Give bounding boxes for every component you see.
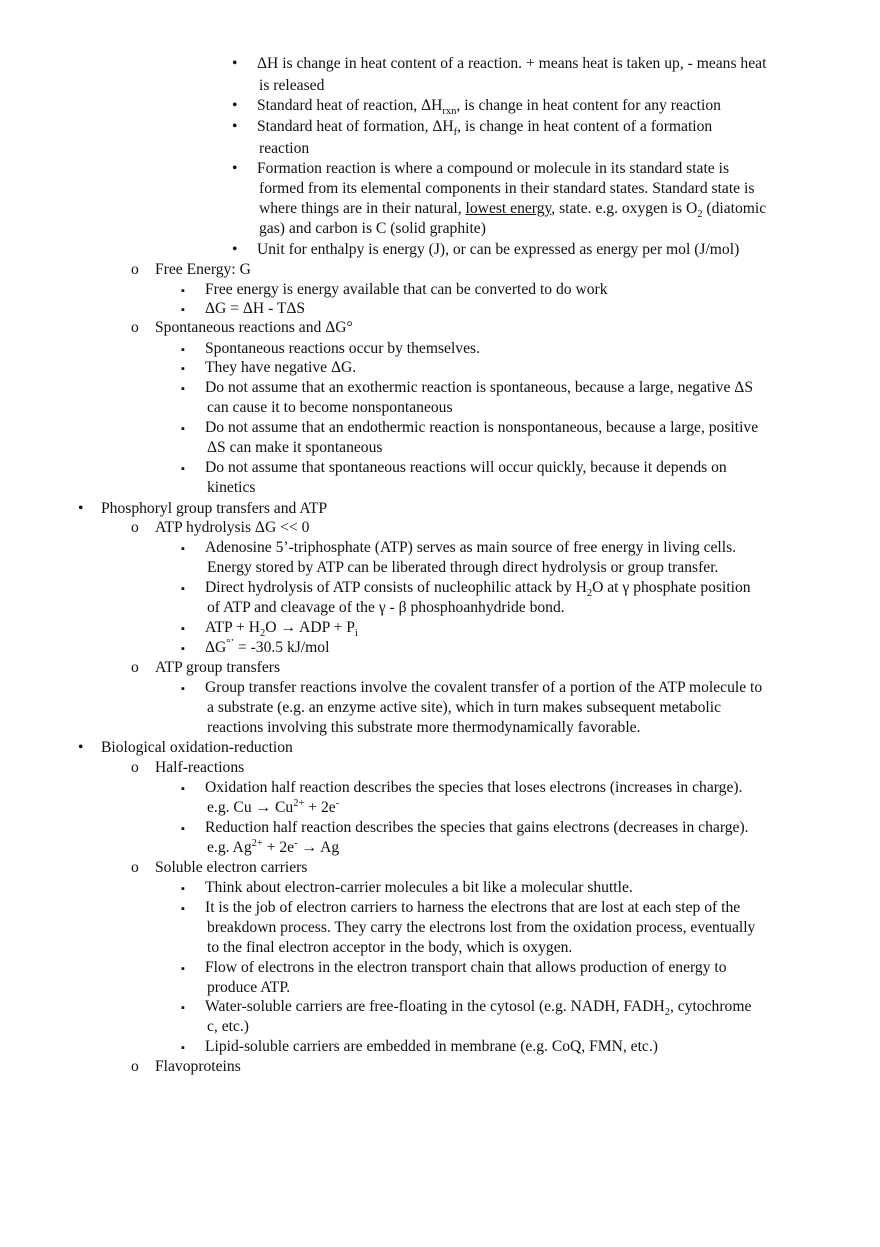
text-line: ΔG°’ = -30.5 kJ/mol bbox=[205, 637, 330, 656]
text-line: e.g. $Ag^{2+} + 2e^- \to Ag$ bbox=[207, 837, 340, 856]
bullet-square: ▪ bbox=[181, 383, 185, 395]
text-line: Do not assume that an endothermic reaction is nonspontaneous, because a large, positive bbox=[205, 419, 759, 436]
text-line: ATP + $H_2O$ → ADP + $P_i$ bbox=[205, 619, 358, 640]
enthalpy-bullet-1 bbox=[232, 54, 767, 96]
bullet-square: ▪ bbox=[181, 285, 185, 297]
text-line: Half-reactions bbox=[155, 759, 245, 776]
bullet-square: ▪ bbox=[181, 883, 185, 895]
enthalpy-bullet-3 bbox=[232, 117, 713, 159]
text-line: Do not assume that spontaneous reactions will occur quickly, because it depends on bbox=[205, 459, 727, 476]
bullet-disc: • bbox=[232, 160, 238, 177]
text-line: Free Energy: G bbox=[155, 261, 251, 278]
text-line: Energy stored by ATP can be liberated through direct hydrolysis or group transfer. bbox=[207, 559, 719, 576]
text-line: Direct hydrolysis of ATP consists of nucleophilic attack by $H_2O$ at γ phosphate position bbox=[205, 579, 751, 600]
bullet-circle: o bbox=[131, 519, 139, 536]
text-line: gas) and carbon is C (solid graphite) bbox=[259, 220, 486, 237]
bullet-circle: o bbox=[131, 859, 139, 876]
carriers-item-4 bbox=[181, 997, 752, 1037]
bullet-square: ▪ bbox=[181, 963, 185, 975]
text-line: Flavoproteins bbox=[155, 1058, 241, 1075]
bullet-square: ▪ bbox=[181, 823, 185, 835]
atp-transfers-heading bbox=[131, 658, 281, 678]
text-line: reaction bbox=[259, 140, 310, 157]
bullet-disc: • bbox=[78, 500, 84, 517]
bullet-square: ▪ bbox=[181, 543, 185, 555]
text-line: Standard heat of formation, $\Delta H_f$, is change in heat content of a formation bbox=[257, 118, 713, 139]
bullet-square: ▪ bbox=[181, 903, 185, 915]
enthalpy-bullet-4 bbox=[232, 159, 767, 239]
half-reactions-item-1 bbox=[181, 778, 743, 818]
spontaneous-item-5 bbox=[181, 458, 727, 498]
flavoproteins-heading bbox=[131, 1057, 241, 1077]
bullet-disc: • bbox=[78, 739, 84, 756]
text-line: ΔG = ΔH - TΔS bbox=[205, 300, 306, 317]
text-line: Formation reaction is where a compound or molecule in its standard state is bbox=[257, 160, 730, 177]
bullet-square: ▪ bbox=[181, 1042, 185, 1054]
text-line: to the final electron acceptor in the body, which is oxygen. bbox=[207, 939, 573, 956]
bullet-square: ▪ bbox=[181, 463, 185, 475]
text-line: Lipid-soluble carriers are embedded in membrane (e.g. CoQ, FMN, etc.) bbox=[205, 1038, 658, 1055]
carriers-item-1 bbox=[181, 878, 633, 898]
atp-hydrolysis-item-2 bbox=[181, 578, 751, 618]
atp-hydrolysis-item-1 bbox=[181, 538, 737, 578]
bullet-circle: o bbox=[131, 319, 139, 336]
text-line: It is the job of electron carriers to harness the electrons that are lost at each step of the bbox=[205, 899, 741, 916]
soluble-carriers-heading bbox=[131, 858, 308, 878]
free-energy-heading bbox=[131, 260, 251, 280]
bullet-disc: • bbox=[232, 241, 238, 258]
text-line: e.g. $Cu \to Cu^{2+} + 2e^-$ bbox=[207, 797, 340, 816]
atp-transfers-item-1 bbox=[181, 678, 763, 738]
text-line: Unit for enthalpy is energy (J), or can be expressed as energy per mol (J/mol) bbox=[257, 241, 740, 258]
phosphoryl-heading bbox=[78, 499, 328, 519]
text-line: ATP group transfers bbox=[155, 659, 281, 676]
bullet-disc: • bbox=[232, 55, 238, 72]
text-line: Adenosine 5’-triphosphate (ATP) serves as main source of free energy in living cells. bbox=[205, 539, 737, 556]
carriers-item-3 bbox=[181, 958, 727, 998]
bullet-square: ▪ bbox=[181, 1002, 185, 1014]
atp-hydrolysis-item-4 bbox=[181, 637, 330, 658]
spontaneous-item-4 bbox=[181, 418, 759, 458]
free-energy-item-2 bbox=[181, 299, 306, 319]
bullet-circle: o bbox=[131, 261, 139, 278]
half-reactions-item-2 bbox=[181, 818, 749, 858]
spontaneous-heading bbox=[131, 318, 353, 338]
enthalpy-bullet-5 bbox=[232, 240, 740, 260]
bullet-square: ▪ bbox=[181, 363, 185, 375]
bullet-square: ▪ bbox=[181, 304, 185, 316]
text-line: reactions involving this substrate more thermodynamically favorable. bbox=[207, 719, 641, 736]
text-line: breakdown process. They carry the electrons lost from the oxidation process, eventually bbox=[207, 919, 756, 936]
text-line: Phosphoryl group transfers and ATP bbox=[101, 500, 328, 517]
bullet-square: ▪ bbox=[181, 783, 185, 795]
text-line: formed from its elemental components in their standard states. Standard state is bbox=[259, 180, 755, 197]
text-line: of ATP and cleavage of the γ - β phosphoanhydride bond. bbox=[207, 599, 565, 616]
text-line: where things are in their natural, lowest energy, state. e.g. oxygen is $O_2$ (diatomic bbox=[259, 200, 767, 221]
text-line: Think about electron-carrier molecules a bit like a molecular shuttle. bbox=[205, 879, 633, 896]
carriers-item-5 bbox=[181, 1037, 658, 1057]
text-line: produce ATP. bbox=[207, 979, 291, 996]
atp-hydrolysis-heading bbox=[131, 518, 310, 538]
text-line: Reduction half reaction describes the species that gains electrons (decreases in charge). bbox=[205, 819, 749, 836]
text-line: Group transfer reactions involve the covalent transfer of a portion of the ATP molecule to bbox=[205, 679, 763, 696]
bullet-square: ▪ bbox=[181, 344, 185, 356]
text-line: Soluble electron carriers bbox=[155, 859, 308, 876]
text-line: Flow of electrons in the electron transport chain that allows production of energy to bbox=[205, 959, 727, 976]
text-line: c, etc.) bbox=[207, 1018, 249, 1035]
text-line: a substrate (e.g. an enzyme active site), which in turn makes subsequent metabolic bbox=[207, 699, 721, 716]
free-energy-item-1 bbox=[181, 280, 608, 300]
spontaneous-item-2 bbox=[181, 358, 357, 378]
atp-hydrolysis-item-3 bbox=[181, 618, 358, 640]
bullet-square: ▪ bbox=[181, 423, 185, 435]
text-line: ΔH is change in heat content of a reaction. + means heat is taken up, - means heat bbox=[257, 55, 767, 72]
text-line: Free energy is energy available that can be converted to do work bbox=[205, 281, 608, 298]
text-line: They have negative ΔG. bbox=[205, 359, 357, 376]
bullet-disc: • bbox=[232, 118, 238, 135]
text-line: Spontaneous reactions occur by themselves. bbox=[205, 340, 480, 357]
spontaneous-item-1 bbox=[181, 339, 480, 359]
bullet-square: ▪ bbox=[181, 643, 185, 655]
enthalpy-bullet-2 bbox=[232, 96, 721, 118]
text-line: Spontaneous reactions and ΔG° bbox=[155, 319, 353, 336]
spontaneous-item-3 bbox=[181, 378, 753, 418]
text-line: ATP hydrolysis ΔG << 0 bbox=[155, 519, 310, 536]
text-line: ΔS can make it spontaneous bbox=[207, 439, 383, 456]
text-line: is released bbox=[259, 77, 325, 94]
text-line: Oxidation half reaction describes the species that loses electrons (increases in charge). bbox=[205, 779, 743, 796]
bullet-circle: o bbox=[131, 1058, 139, 1075]
bullet-circle: o bbox=[131, 759, 139, 776]
bullet-square: ▪ bbox=[181, 623, 185, 635]
carriers-item-2 bbox=[181, 898, 756, 958]
bullet-square: ▪ bbox=[181, 583, 185, 595]
redox-heading bbox=[78, 738, 293, 758]
text-line: Do not assume that an exothermic reaction is spontaneous, because a large, negative ΔS bbox=[205, 379, 753, 396]
bullet-disc: • bbox=[232, 97, 238, 114]
text-line: can cause it to become nonspontaneous bbox=[207, 399, 453, 416]
bullet-square: ▪ bbox=[181, 683, 185, 695]
bullet-circle: o bbox=[131, 659, 139, 676]
text-line: kinetics bbox=[207, 479, 256, 496]
text-line: Standard heat of reaction, $\Delta H_{rxn}$, is change in heat content for any reaction bbox=[257, 97, 721, 118]
half-reactions-heading bbox=[131, 758, 245, 778]
text-line: Biological oxidation-reduction bbox=[101, 739, 293, 756]
text-line: Water-soluble carriers are free-floating in the cytosol (e.g. NADH, $FADH_2$, cytochrome bbox=[205, 998, 752, 1019]
